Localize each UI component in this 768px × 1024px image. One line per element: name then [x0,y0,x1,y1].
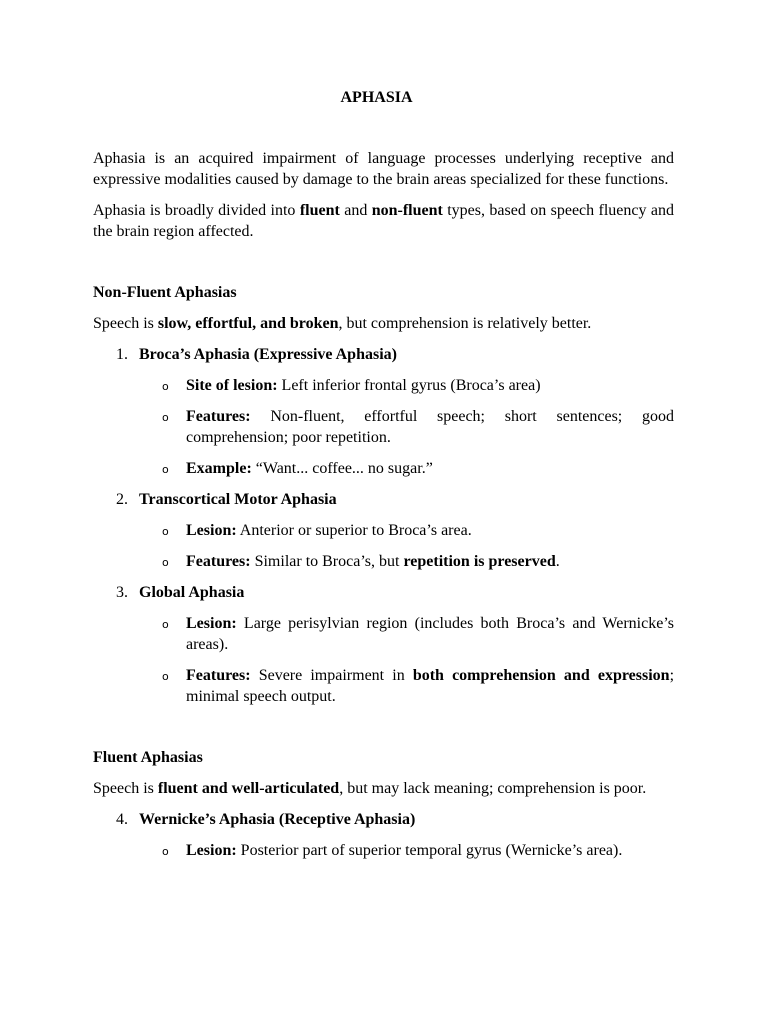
sub-item-text: ; minimal speech output. [186,667,675,705]
sub-item-text: Similar to Broca’s, but [250,553,404,570]
circle-bullet-icon: o [162,618,169,631]
list-item-title: Broca’s Aphasia (Expressive Aphasia) [139,346,397,363]
sub-item-text: Severe impairment in [250,667,413,684]
sub-item-text: Anterior or superior to Broca’s area. [236,522,472,539]
bold-run: fluent and well-articulated [157,780,340,797]
bold-run: both comprehension and expression [412,667,670,684]
intro-paragraph-1: Aphasia is an acquired impairment of language processes underlying receptive and expressive modalities caused by damage to the brain areas specialized for these functions. [93,150,674,188]
sub-item-label: Example: [186,460,252,477]
sub-item-label: Features: [186,553,251,570]
list-item-brocas-aphasia [93,344,674,365]
sub-item-label: Site of lesion: [186,377,278,394]
sub-item [93,613,674,655]
bold-fluent: fluent [299,202,340,219]
circle-bullet-icon: o [162,411,169,424]
intro-paragraph-2 [93,200,674,242]
bold-run: slow, effortful, and broken [157,315,339,332]
text-run: , but comprehension is relatively better. [338,315,592,332]
sub-item-label: Features: [186,667,251,684]
text-run: , but may lack meaning; comprehension is poor. [339,780,647,797]
list-item-wernickes-aphasia [93,809,674,830]
circle-bullet-icon: o [162,670,169,683]
sub-item-label: Features: [186,408,251,425]
sub-item-label: Lesion: [186,522,237,539]
text-run: and [339,202,372,219]
circle-bullet-icon: o [162,525,169,538]
text-run: types, based on speech fluency and the brain region affected. [93,202,675,240]
sub-item [93,375,674,396]
bold-non-fluent: non-fluent [371,202,443,219]
text-run: Speech is [93,780,158,797]
sub-item-text: “Want... coffee... no sugar.” [251,460,433,477]
sub-item [93,520,674,541]
sub-item-label: Lesion: [186,615,237,632]
circle-bullet-icon: o [162,556,169,569]
sub-item-text: Posterior part of superior temporal gyrus (Wernicke’s area). [236,842,623,859]
list-item-transcortical-motor-aphasia [93,489,674,510]
text-run: Aphasia is broadly divided into [93,202,300,219]
circle-bullet-icon: o [162,380,169,393]
sub-item [93,458,674,479]
sub-item [93,840,674,861]
circle-bullet-icon: o [162,463,169,476]
list-number: 4. [116,811,128,828]
sub-item [93,665,674,707]
bold-run: repetition is preserved [403,553,556,570]
sub-item-label: Lesion: [186,842,237,859]
section-heading-fluent: Fluent Aphasias [93,749,203,766]
list-item-title: Global Aphasia [139,584,245,601]
list-number: 3. [116,584,128,601]
section-heading-non-fluent: Non-Fluent Aphasias [93,284,237,301]
circle-bullet-icon: o [162,845,169,858]
non-fluent-description [93,313,674,334]
sub-item-text: Large perisylvian region (includes both Broca’s and Wernicke’s areas). [186,615,674,653]
sub-item [93,406,674,448]
sub-item [93,551,674,572]
page-title: APHASIA [340,89,413,106]
sub-item-text: . [555,553,560,570]
list-number: 1. [116,346,128,363]
sub-item-text: Non-fluent, effortful speech; short sentences; good comprehension; poor repetition. [186,408,674,446]
text-run: Speech is [93,315,158,332]
sub-item-text: Left inferior frontal gyrus (Broca’s area) [277,377,541,394]
list-item-title: Wernicke’s Aphasia (Receptive Aphasia) [139,811,416,828]
fluent-description [93,778,674,799]
list-item-global-aphasia [93,582,674,603]
list-number: 2. [116,491,128,508]
list-item-title: Transcortical Motor Aphasia [139,491,337,508]
